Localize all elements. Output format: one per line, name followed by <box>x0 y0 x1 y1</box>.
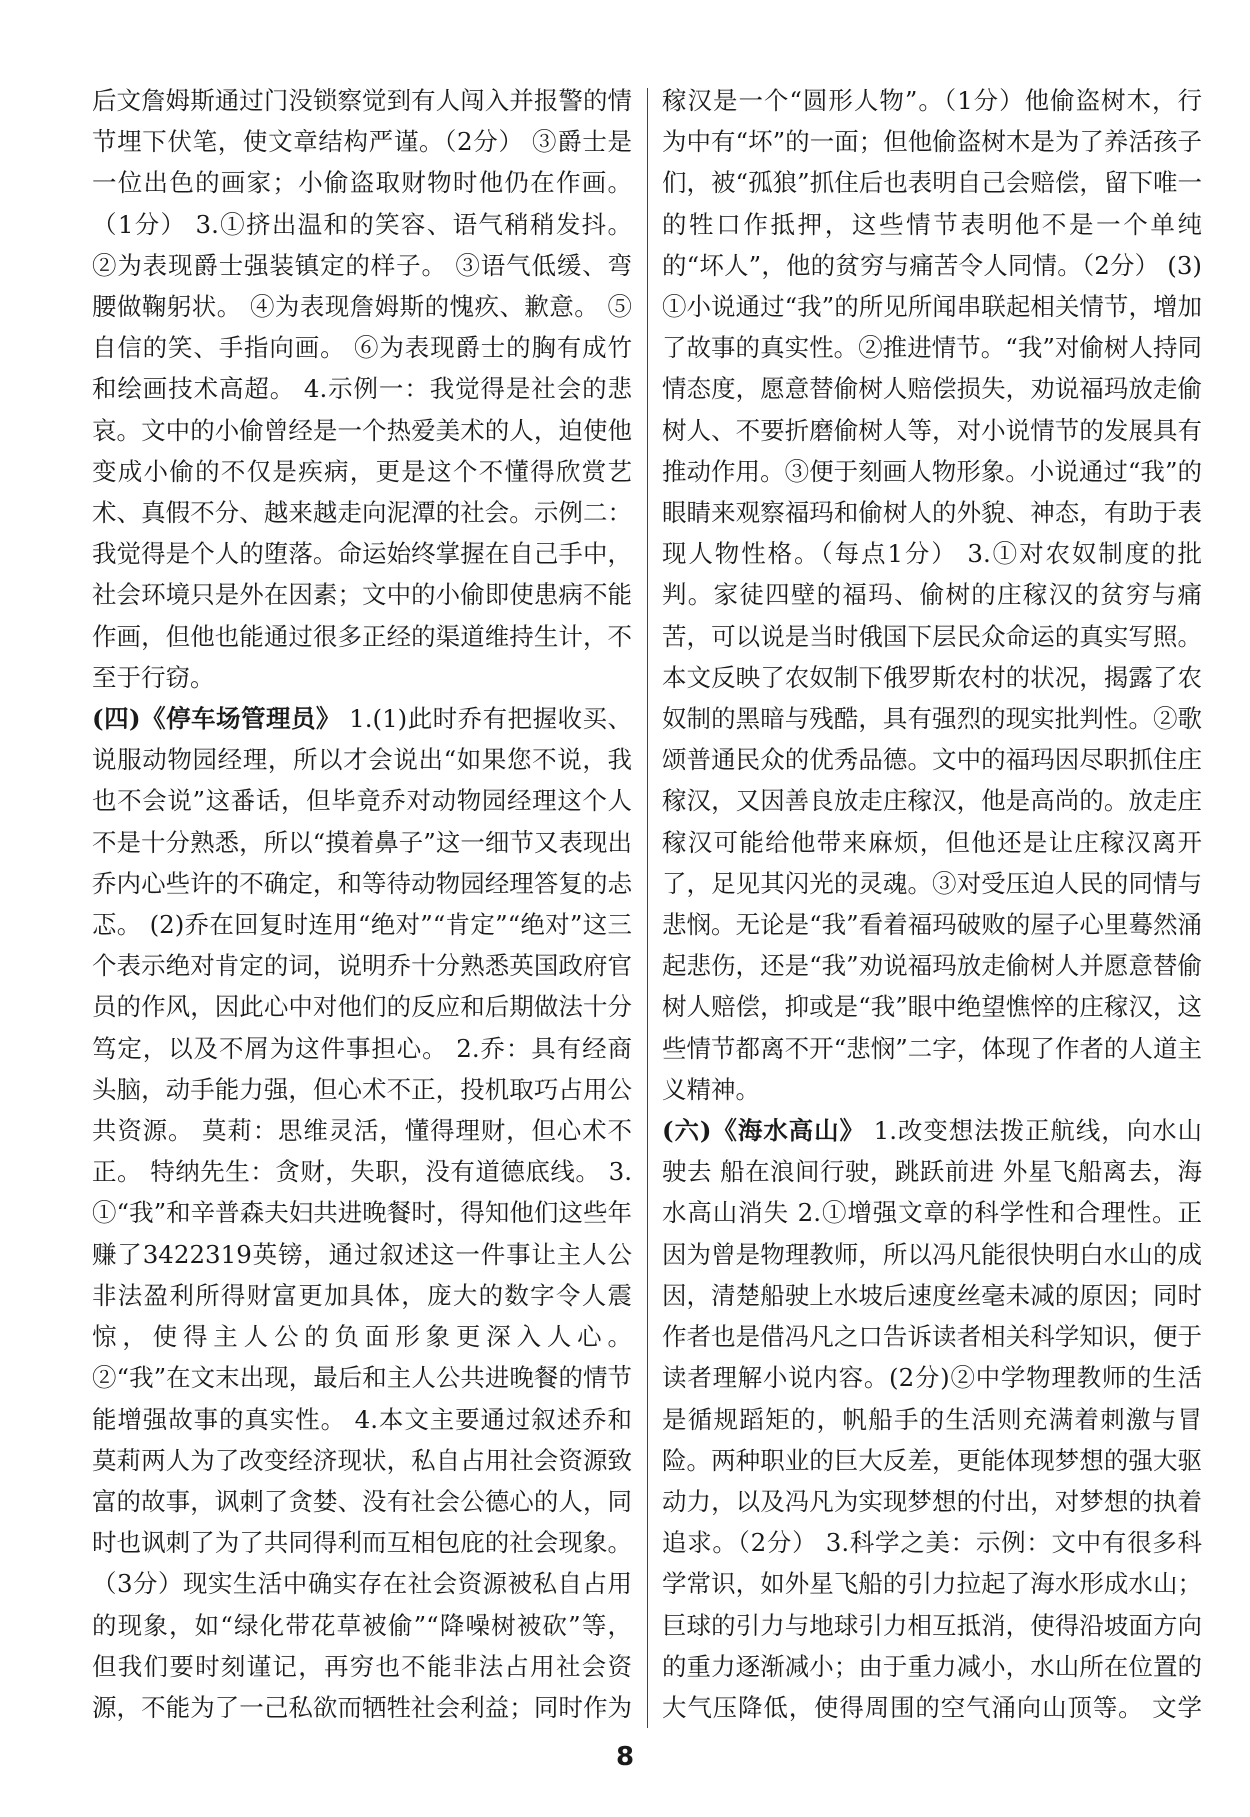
section-4-body: 1.(1)此时乔有把握收买、说服动物园经理，所以才会说出“如果您不说，我也不会说”这番话，但毕竟乔对动物园经理这个人不是十分熟悉，所以“摸着鼻子”这一细节又表现出乔内心些许的不确定，和等待动物园经理答复的忐忑。 (2)乔在回复时连用“绝对”“肯定”“绝对”这三个表示绝对肯定的词，说明乔十分熟悉英国政府官员的作风，因此心中对他们的反应和后期做法十分笃定，以及不屑为这件事担心。 2.乔：具有经商头脑，动手能力强，但心术不正，投机取巧占用公共资源。 莫莉：思维灵活，懂得理财，但心术不正。 特纳先生：贪财，失职，没有道德底线。 3.①“我”和辛普森夫妇共进晚餐时，得知他们这些年赚了3422319英镑，通过叙述这一件事让主人公非法盈利所得财富更加具体，庞大的数字令人震惊，使得主人公的负面形象更深入人心。 ②“我”在文末出现，最后和主人公共进晚餐的情节能增强故事的真实性。 4.本文主要通过叙述乔和莫莉两人为了改变经济现状，私自占用社会资源致富的故事，讽刺了贪婪、没有社会公德心的人，同时也讽刺了为了共同得利而互相包庇的社会现象。（3分）现实生活中确实存在社会资源被私自占用的现象，如“绿化带花草被偷”“降噪树被砍”等，但我们要时刻谨记，再穷也不能非法占用社会资源，不能为了一己私欲而牺牲社会利益；同时作为 <box>92 704 632 1722</box>
section-5-continued: 稼汉是一个“圆形人物”。（1分）他偷盗树木，行为中有“坏”的一面；但他偷盗树木是为了养活孩子们，被“孤狼”抓住后也表明自己会赔偿，留下唯一的牲口作抵押，这些情节表明他不是一个单纯的“坏人”，他的贫穷与痛苦令人同情。（2分） (3)①小说通过“我”的所见所闻串联起相关情节，增加了故事的真实性。②推进情节。“我”对偷树人持同情态度，愿意替偷树人赔偿损失，劝说福玛放走偷树人、不要折磨偷树人等，对小说情节的发展具有推动作用。③便于刻画人物形象。小说通过“我”的眼睛来观察福玛和偷树人的外貌、神态，有助于表现人物性格。（每点1分） 3.①对农奴制度的批判。家徒四壁的福玛、偷树的庄稼汉的贫穷与痛苦，可以说是当时俄国下层民众命运的真实写照。本文反映了农奴制下俄罗斯农村的状况，揭露了农奴制的黑暗与残酷，具有强烈的现实批判性。②歌颂普通民众的优秀品德。文中的福玛因尽职抓住庄稼汉，又因善良放走庄稼汉，他是高尚的。放走庄稼汉可能给他带来麻烦，但他还是让庄稼汉离开了，足见其闪光的灵魂。③对受压迫人民的同情与悲悯。无论是“我”看着福玛破败的屋子心里蓦然涌起悲伤，还是“我”劝说福玛放走偷树人并愿意替偷树人赔偿，抑或是“我”眼中绝望憔悴的庄稼汉，这些情节都离不开“悲悯”二字，体现了作者的人道主义精神。 <box>662 86 1202 1104</box>
left-column <box>92 80 632 1730</box>
section-4 <box>92 698 632 1730</box>
answer-page <box>92 80 1202 1730</box>
column-divider <box>647 88 648 1728</box>
section-3-continued: 后文詹姆斯通过门没锁察觉到有人闯入并报警的情节埋下伏笔，使文章结构严谨。（2分） ③爵士是一位出色的画家；小偷盗取财物时他仍在作画。（1分） 3.①挤出温和的笑容、语气稍稍发抖。 ②为表现爵士强装镇定的样子。 ③语气低缓、弯腰做鞠躬状。 ④为表现詹姆斯的愧疚、歉意。 ⑤自信的笑、手指向画。 ⑥为表现爵士的胸有成竹和绘画技术高超。 4.示例一：我觉得是社会的悲哀。文中的小偷曾经是一个热爱美术的人，迫使他变成小偷的不仅是疾病，更是这个不懂得欣赏艺术、真假不分、越来越走向泥潭的社会。示例二：我觉得是个人的堕落。命运始终掌握在自己手中，社会环境只是外在因素；文中的小偷即使患病不能作画，但他也能通过很多正经的渠道维持生计，不至于行窃。 <box>92 86 632 692</box>
section-6-title: (六)《海水高山》 <box>662 1116 865 1146</box>
section-6 <box>662 1110 1202 1730</box>
section-6-body: 1.改变想法拨正航线，向水山驶去 船在浪间行驶，跳跃前进 外星飞船离去，海水高山消失 2.①增强文章的科学性和合理性。正因为曾是物理教师，所以冯凡能很快明白水山的成因，清楚船驶上水坡后速度丝毫未减的原因；同时作者也是借冯凡之口告诉读者相关科学知识，便于读者理解小说内容。(2分)②中学物理教师的生活是循规蹈矩的，帆船手的生活则充满着刺激与冒险。两种职业的巨大反差，更能体现梦想的强大驱动力，以及冯凡为实现梦想的付出，对梦想的执着追求。（2分） 3.科学之美：示例：文中有很多科学常识，如外星飞船的引力拉起了海水形成水山；巨球的引力与地球引力相互抵消，使得沿坡面方向的重力逐渐减小；由于重力减小，水山所在位置的大气压降低，使得周围的空气涌向山顶等。 文学 <box>662 1116 1202 1722</box>
right-column <box>662 80 1202 1730</box>
section-4-title: (四)《停车场管理员》 <box>92 704 341 734</box>
page-number: 8 <box>615 1742 635 1772</box>
